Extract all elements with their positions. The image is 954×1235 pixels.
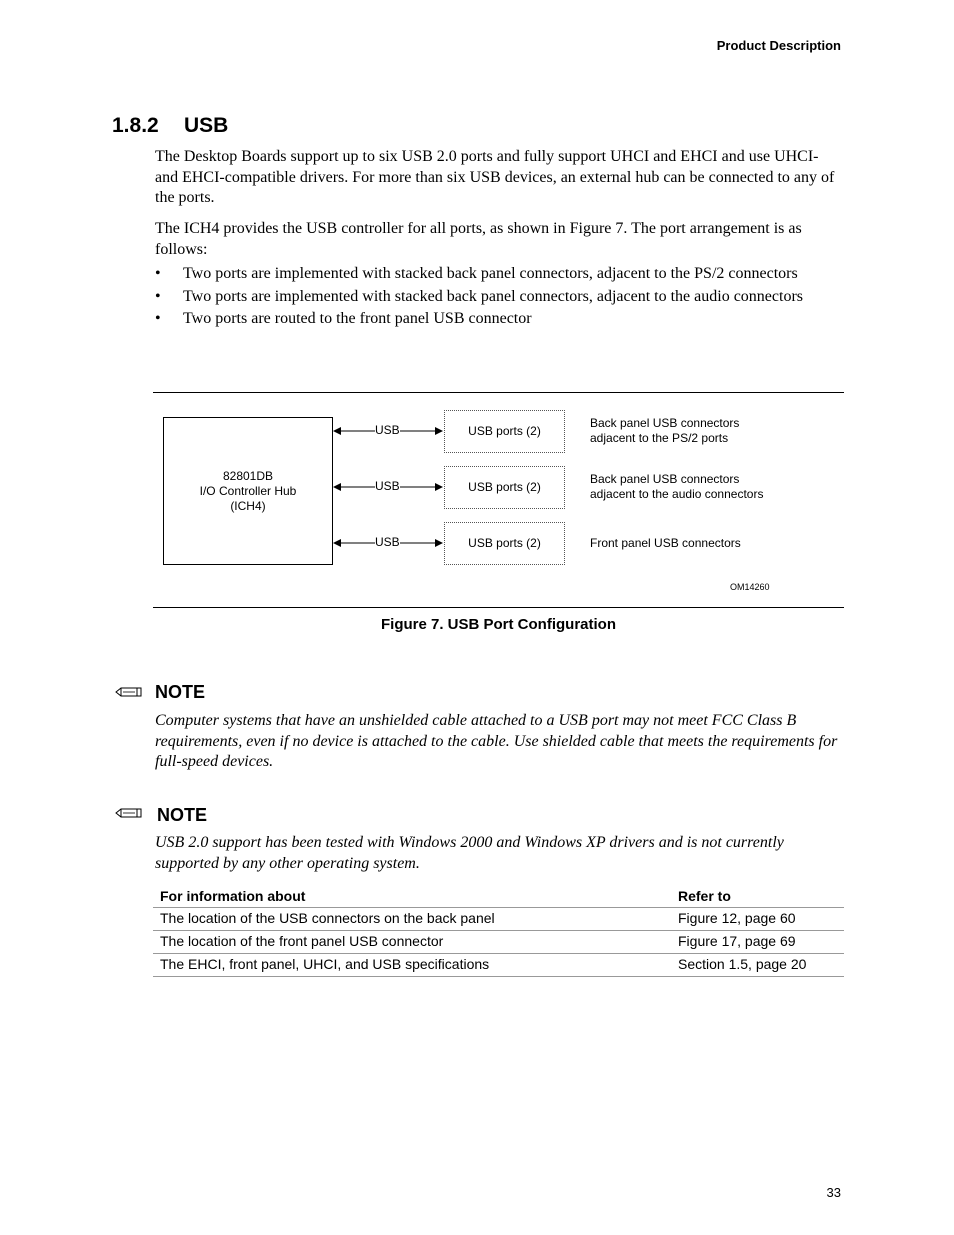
table-cell: The location of the front panel USB connector [153, 931, 671, 954]
table-cell: The location of the USB connectors on the back panel [153, 908, 671, 931]
note-heading: NOTE [155, 682, 206, 702]
io-controller-hub-box [163, 417, 333, 565]
port-description-line: adjacent to the PS/2 ports [590, 431, 729, 445]
figure-caption: Figure 7. USB Port Configuration [381, 616, 616, 633]
note-body: Computer systems that have an unshielded cable attached to a USB port may not meet FCC Class B requirements, even if no device is attached to the cable. Use shielded cable that meets the requirements for full-speed devices. [155, 712, 838, 770]
section-heading: USB [184, 114, 229, 137]
section-number: 1.8.2 [112, 114, 159, 137]
port-description [590, 416, 739, 446]
port-description-line: Front panel USB connectors [590, 536, 741, 550]
usb-ports-label: USB ports (2) [468, 536, 541, 550]
table-cell: Section 1.5, page 20 [671, 954, 844, 977]
usb-link-label: USB [375, 479, 400, 493]
list-item: • Two ports are implemented with stacked back panel connectors, adjacent to the audio connectors [155, 287, 845, 308]
port-description-line: Back panel USB connectors [590, 472, 740, 486]
port-description [590, 536, 741, 551]
page-number: 33 [826, 1185, 841, 1200]
table-row [153, 931, 844, 954]
figure-id: OM14260 [730, 582, 770, 592]
hub-label-line1: 82801DB [222, 468, 274, 483]
paragraph-intro: The Desktop Boards support up to six USB 2.0 ports and fully support UHCI and EHCI and use UHCI- and EHCI-compatible drivers. For more than six USB devices, an external hub can be connected to any of the ports. [155, 148, 835, 206]
table-row [153, 954, 844, 977]
list-item: • Two ports are implemented with stacked back panel connectors, adjacent to the PS/2 connectors [155, 264, 845, 285]
running-header: Product Description [716, 38, 841, 53]
table-cell: The EHCI, front panel, UHCI, and USB specifications [153, 954, 671, 977]
usb-ports-box [444, 410, 565, 453]
usb-ports-label: USB ports (2) [468, 424, 541, 438]
reference-table [153, 886, 844, 977]
paragraph-ich4: The ICH4 provides the USB controller for all ports, as shown in Figure 7. The port arrangement is as follows: [155, 220, 802, 258]
port-description-line: adjacent to the audio connectors [590, 487, 764, 501]
usb-link-label: USB [375, 535, 400, 549]
table-header-row [153, 886, 844, 908]
pencil-icon [114, 806, 144, 820]
figure-bottom-rule [153, 607, 844, 608]
table-row [153, 908, 844, 931]
usb-ports-box [444, 522, 565, 565]
table-header-cell: For information about [153, 886, 671, 908]
port-description-line: Back panel USB connectors [590, 416, 740, 430]
table-cell: Figure 12, page 60 [671, 908, 844, 931]
bullet-list [155, 264, 845, 332]
pencil-icon [114, 685, 144, 699]
usb-link-label: USB [375, 423, 400, 437]
usb-ports-label: USB ports (2) [468, 480, 541, 494]
figure-top-rule [153, 392, 844, 393]
list-item: • Two ports are routed to the front panel USB connector [155, 309, 845, 330]
section-title [112, 114, 228, 138]
usb-ports-box [444, 466, 565, 509]
note-heading: NOTE [157, 805, 208, 825]
port-description [590, 472, 763, 502]
hub-label-line3: (ICH4) [230, 498, 266, 513]
note-body: USB 2.0 support has been tested with Windows 2000 and Windows XP drivers and is not currently supported by any other operating system. [155, 834, 784, 872]
hub-label-line2: I/O Controller Hub [199, 483, 297, 498]
table-header-cell: Refer to [671, 886, 844, 908]
table-cell: Figure 17, page 69 [671, 931, 844, 954]
